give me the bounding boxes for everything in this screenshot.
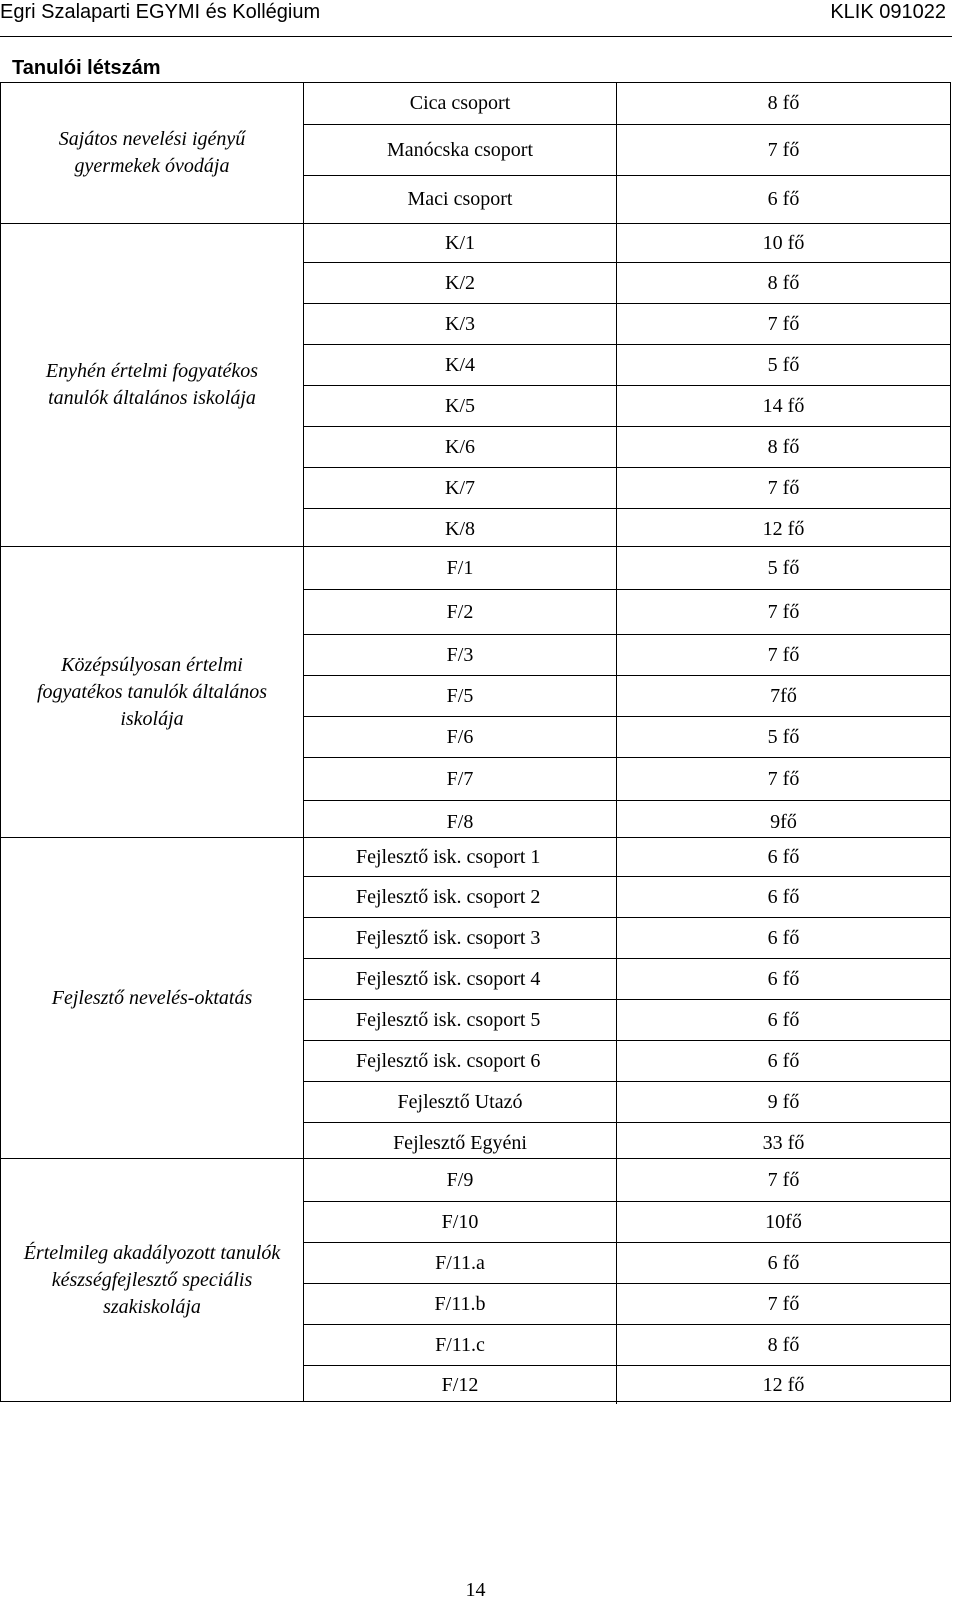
row-name: Fejlesztő Utazó [304, 1082, 617, 1122]
row-count: 6 fő [767, 1008, 800, 1031]
row-count: 7 fő [767, 1168, 800, 1191]
page-number: 14 [465, 1579, 486, 1601]
table-row [304, 468, 950, 509]
table-group [0, 546, 951, 837]
row-name: K/7 [304, 468, 617, 508]
row-name: F/11.c [304, 1325, 617, 1365]
table-row [304, 386, 950, 427]
row-name: F/5 [304, 676, 617, 716]
row-name: Fejlesztő isk. csoport 3 [304, 918, 617, 958]
row-count: 7 fő [767, 1292, 800, 1315]
row-name: Fejlesztő isk. csoport 5 [304, 1000, 617, 1040]
row-name: F/2 [304, 590, 617, 634]
row-name: F/10 [304, 1202, 617, 1242]
row-count: 6 fő [767, 188, 800, 210]
table-row [304, 590, 950, 635]
row-count: 9 fő [767, 1090, 800, 1113]
group-name: Sajátos nevelési igényű gyermekek óvodája [0, 83, 304, 223]
group-rows [304, 1159, 951, 1401]
table-row [304, 918, 950, 959]
table-row [304, 345, 950, 386]
row-name: Fejlesztő isk. csoport 1 [304, 838, 617, 876]
group-rows [304, 224, 951, 546]
row-count: 7 fő [767, 600, 800, 623]
table-row [304, 304, 950, 345]
row-count: 5 fő [767, 556, 800, 579]
row-name: Manócska csoport [304, 125, 617, 175]
group-rows [304, 547, 951, 837]
table-row [304, 1159, 950, 1202]
row-name: F/7 [304, 758, 617, 800]
row-name: K/5 [304, 386, 617, 426]
row-name: Fejlesztő isk. csoport 4 [304, 959, 617, 999]
table-row [304, 1284, 950, 1325]
table-row [304, 1041, 950, 1082]
table-row [304, 1202, 950, 1243]
row-count: 7 fő [767, 138, 800, 161]
table-row [304, 224, 950, 263]
group-rows [304, 838, 951, 1158]
page-title: Tanulói létszám [12, 57, 161, 79]
row-name: K/1 [304, 224, 617, 262]
row-name: F/3 [304, 635, 617, 675]
row-count: 6 fő [767, 967, 800, 990]
row-name: Cica csoport [304, 83, 617, 124]
header-divider [0, 36, 952, 37]
row-name: F/1 [304, 547, 617, 589]
row-count: 7 fő [767, 476, 800, 499]
table-row [304, 758, 950, 801]
table-row [304, 83, 950, 125]
row-name: Fejlesztő isk. csoport 2 [304, 877, 617, 917]
row-name: K/6 [304, 427, 617, 467]
table-group [0, 82, 951, 223]
row-count: 10fő [765, 1210, 802, 1233]
row-count: 5 fő [767, 725, 800, 748]
row-count: 6 fő [767, 1251, 800, 1274]
table-row [304, 635, 950, 676]
row-name: F/11.a [304, 1243, 617, 1283]
header-code: KLIK 091022 [830, 1, 946, 23]
row-count: 12 fő [762, 517, 805, 540]
row-count: 7 fő [767, 643, 800, 666]
table-row [304, 717, 950, 758]
row-count: 6 fő [767, 845, 800, 868]
row-name: F/6 [304, 717, 617, 757]
group-name: Középsúlyosan értelmi fogyatékos tanulók általános iskolája [0, 547, 304, 837]
row-name: F/9 [304, 1159, 617, 1201]
row-name: F/12 [304, 1366, 617, 1404]
row-name: Fejlesztő Egyéni [304, 1123, 617, 1163]
row-name: Maci csoport [304, 176, 617, 223]
row-count: 10 fő [762, 231, 805, 254]
row-count: 7 fő [767, 767, 800, 790]
table-group [0, 837, 951, 1158]
row-name: K/3 [304, 304, 617, 344]
table-row [304, 547, 950, 590]
table-row [304, 1082, 950, 1123]
row-name: Fejlesztő isk. csoport 6 [304, 1041, 617, 1081]
enrollment-table [0, 82, 951, 1402]
table-row [304, 1000, 950, 1041]
table-row [304, 1325, 950, 1366]
row-count: 8 fő [767, 271, 800, 294]
group-rows [304, 83, 951, 223]
table-group [0, 1158, 951, 1402]
row-count: 5 fő [767, 353, 800, 376]
row-name: K/2 [304, 263, 617, 303]
header-school-name: Egri Szalaparti EGYMI és Kollégium [0, 1, 321, 23]
table-row [304, 1123, 950, 1163]
row-count: 8 fő [767, 435, 800, 458]
table-group [0, 223, 951, 546]
row-name: K/4 [304, 345, 617, 385]
row-name: F/11.b [304, 1284, 617, 1324]
group-name: Fejlesztő nevelés-oktatás [0, 838, 304, 1158]
group-name: Enyhén értelmi fogyatékos tanulók általános iskolája [0, 224, 304, 546]
table-row [304, 263, 950, 304]
group-name: Értelmileg akadályozott tanulók készségfejlesztő speciális szakiskolája [0, 1159, 304, 1401]
table-row [304, 125, 950, 176]
table-row [304, 1366, 950, 1404]
row-count: 14 fő [762, 394, 805, 417]
table-row [304, 676, 950, 717]
row-count: 7 fő [767, 312, 800, 335]
table-row [304, 509, 950, 549]
row-count: 12 fő [762, 1373, 805, 1396]
row-count: 33 fő [762, 1131, 805, 1154]
row-count: 6 fő [767, 885, 800, 908]
table-row [304, 427, 950, 468]
table-row [304, 959, 950, 1000]
row-count: 7fő [770, 684, 797, 707]
table-row [304, 1243, 950, 1284]
table-row [304, 176, 950, 223]
row-count: 8 fő [767, 92, 800, 114]
table-row [304, 877, 950, 918]
row-name: F/8 [304, 801, 617, 843]
table-row [304, 838, 950, 877]
row-count: 9fő [770, 810, 797, 833]
row-count: 6 fő [767, 1049, 800, 1072]
row-name: K/8 [304, 509, 617, 549]
row-count: 8 fő [767, 1333, 800, 1356]
row-count: 6 fő [767, 926, 800, 949]
